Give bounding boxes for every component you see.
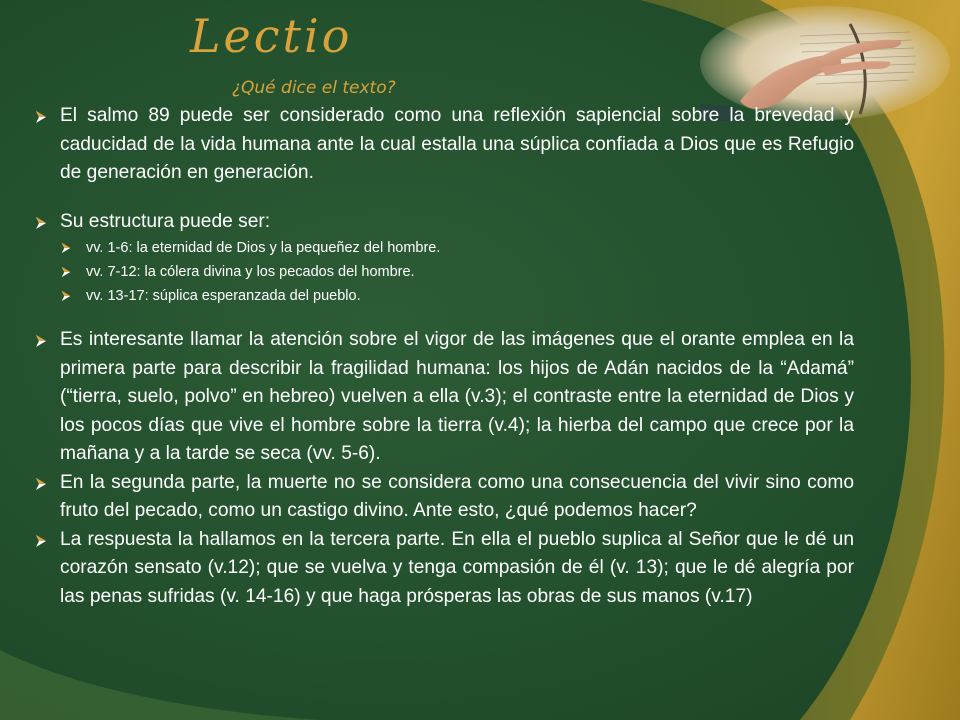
sub-list-item-text: vv. 13-17: súplica esperanzada del pueblo. (86, 288, 361, 304)
arrow-bullet-icon (60, 290, 72, 302)
sub-list-item (60, 260, 854, 284)
sub-list-item-text: vv. 1-6: la eternidad de Dios y la pequeñez del hombre. (86, 240, 441, 256)
list-item (34, 326, 854, 469)
arrow-bullet-icon (60, 266, 72, 278)
list-item (34, 102, 854, 188)
list-item-text: Su estructura puede ser: (60, 210, 271, 232)
sub-list-item-text: vv. 7-12: la cólera divina y los pecados del hombre. (86, 264, 415, 280)
list-item-text: En la segunda parte, la muerte no se considera como una consecuencia del vivir sino como fruto del pecado, como un castigo divino. Ante esto, ¿qué podemos hacer? (60, 471, 854, 521)
list-item-text: La respuesta la hallamos en la tercera parte. En ella el pueblo suplica al Señor que le dé un corazón sensato (v.12); que se vuelva y tenga compasión de él (v. 13); que le dé alegría por las penas sufridas (v. 14-16) y que haga prósperas las obras de sus manos (v.17) (60, 528, 854, 607)
list-item (34, 469, 854, 526)
sub-list-item (60, 236, 854, 260)
list-item (34, 208, 854, 237)
bullet-list (34, 102, 854, 611)
sub-list-item (60, 284, 854, 308)
slide-subtitle: ¿Qué dice el texto? (232, 78, 396, 98)
arrow-bullet-icon (34, 334, 48, 348)
list-item (34, 526, 854, 612)
arrow-bullet-icon (60, 242, 72, 254)
slide-title: Lectio (190, 9, 353, 63)
arrow-bullet-icon (34, 534, 48, 548)
arrow-bullet-icon (34, 110, 48, 124)
arrow-bullet-icon (34, 216, 48, 230)
list-item-text: Es interesante llamar la atención sobre el vigor de las imágenes que el orante emplea en la primera parte para describir la fragilidad humana: los hijos de Adán nacidos de la “Adamá” (“tierra, suelo, polvo” en hebreo) vuelven a ella (v.3); el contraste entre la eternidad de Dios y los pocos días que vive el hombre sobre la tierra (v.4); la hierba del campo que crece por la mañana y a la tarde se seca (vv. 5-6). (60, 329, 854, 464)
list-item-text: El salmo 89 puede ser considerado como una reflexión sapiencial sobre la brevedad y caducidad de la vida humana ante la cual estalla una súplica confiada a Dios que es Refugio de generación en generación. (60, 105, 854, 183)
arrow-bullet-icon (34, 477, 48, 491)
